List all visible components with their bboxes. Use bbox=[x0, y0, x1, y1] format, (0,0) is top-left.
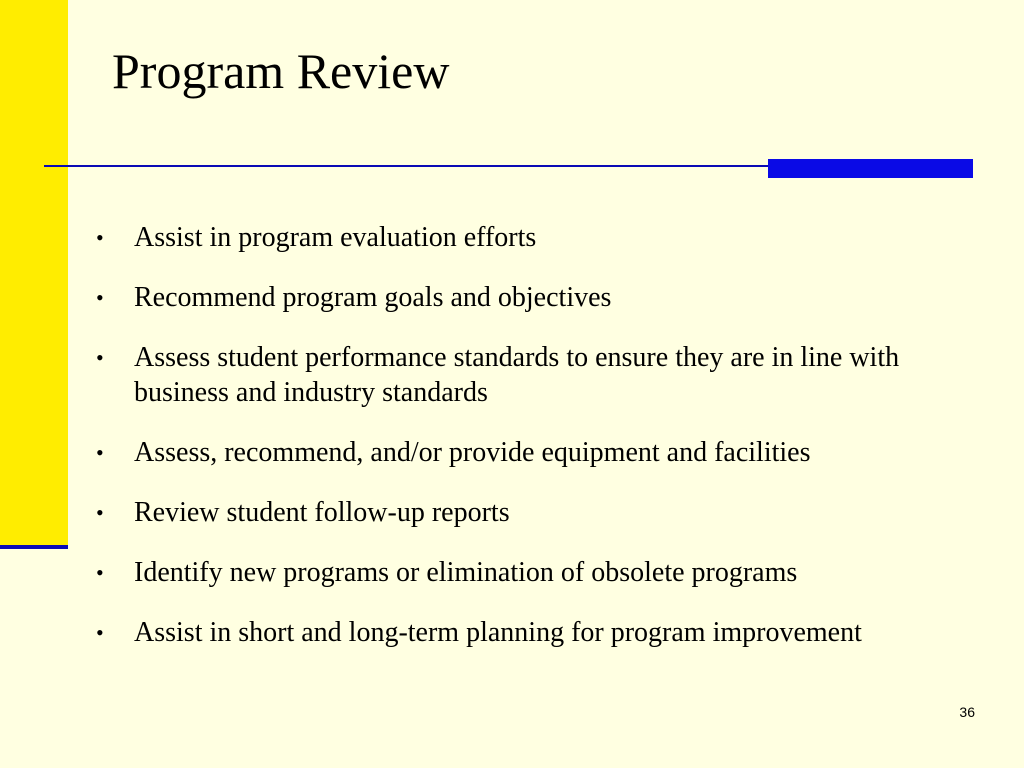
bullet-glyph: • bbox=[96, 285, 104, 310]
left-accent-bar bbox=[0, 0, 68, 545]
bullet-item bbox=[96, 435, 976, 470]
bullet-text: Recommend program goals and objectives bbox=[134, 282, 612, 313]
bullet-text: Review student follow-up reports bbox=[134, 497, 510, 528]
bullet-item bbox=[96, 280, 976, 315]
title-divider-block bbox=[768, 159, 973, 178]
title-divider-line bbox=[44, 165, 784, 167]
slide-number: 36 bbox=[959, 704, 975, 720]
bullet-glyph: • bbox=[96, 345, 104, 370]
bullet-glyph: • bbox=[96, 500, 104, 525]
bullet-text: Assist in program evaluation efforts bbox=[134, 222, 537, 253]
bullet-item bbox=[96, 615, 976, 650]
bullet-item bbox=[96, 555, 976, 590]
bullet-list bbox=[96, 220, 976, 675]
bullet-text: Identify new programs or elimination of obsolete programs bbox=[134, 557, 798, 588]
bullet-text: Assess, recommend, and/or provide equipment and facilities bbox=[134, 437, 811, 468]
slide-title: Program Review bbox=[112, 43, 450, 99]
bullet-glyph: • bbox=[96, 440, 104, 465]
left-accent-underline bbox=[0, 545, 68, 549]
bullet-item bbox=[96, 495, 976, 530]
bullet-glyph: • bbox=[96, 560, 104, 585]
bullet-text: Assist in short and long-term planning for program improvement bbox=[134, 617, 862, 648]
bullet-glyph: • bbox=[96, 620, 104, 645]
bullet-item bbox=[96, 220, 976, 255]
bullet-item bbox=[96, 340, 976, 410]
bullet-glyph: • bbox=[96, 225, 104, 250]
bullet-text: Assess student performance standards to ensure they are in line with business and industry standards bbox=[134, 342, 900, 408]
